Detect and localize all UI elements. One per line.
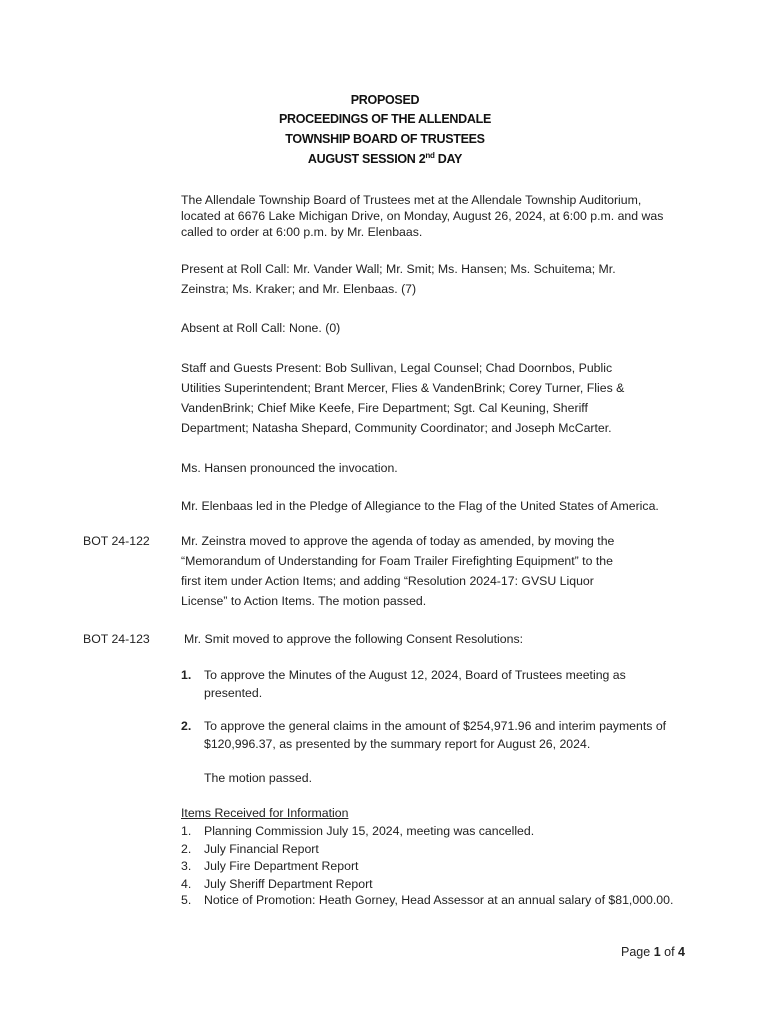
consent-motion-passed: The motion passed.: [204, 771, 313, 785]
bot122-line-4: License” to Action Items. The motion passed.: [181, 594, 427, 608]
bot122-line-3: first item under Action Items; and adding “Resolution 2024-17: GVSU Liquor: [181, 574, 594, 588]
bot123-text: Mr. Smit moved to approve the following Consent Resolutions:: [184, 632, 524, 646]
intro-line-3: called to order at 6:00 p.m. by Mr. Elenbaas.: [181, 225, 423, 239]
info-item-3-number: 3.: [181, 859, 192, 873]
staff-line-4: Department; Natasha Shepard, Community Coordinator; and Joseph McCarter.: [181, 421, 612, 435]
consent-item-1-number: 1.: [181, 668, 192, 682]
info-heading: Items Received for Information: [181, 806, 349, 820]
title-board: TOWNSHIP BOARD OF TRUSTEES: [285, 132, 485, 146]
bot122-line-2: “Memorandum of Understanding for Foam Trailer Firefighting Equipment” to the: [181, 554, 613, 568]
title-proposed: PROPOSED: [350, 93, 420, 107]
bot122-line-1: Mr. Zeinstra moved to approve the agenda of today as amended, by moving the: [181, 534, 615, 548]
staff-line-2: Utilities Superintendent; Brant Mercer, Flies & VandenBrink; Corey Turner, Flies &: [181, 381, 625, 395]
page-total: 4: [678, 945, 685, 959]
pledge-line: Mr. Elenbaas led in the Pledge of Allegiance to the Flag of the United States of America.: [181, 499, 659, 513]
title-session-ordinal: nd: [425, 150, 435, 160]
info-item-2-number: 2.: [181, 842, 192, 856]
info-item-1-number: 1.: [181, 824, 192, 838]
info-item-1-text: Planning Commission July 15, 2024, meeting was cancelled.: [204, 824, 535, 838]
info-item-5-number: 5.: [181, 893, 192, 907]
info-item-4-text: July Sheriff Department Report: [204, 877, 373, 891]
title-session: [0, 150, 770, 169]
invocation-line: Ms. Hansen pronounced the invocation.: [181, 461, 398, 475]
consent-item-1-line-2: presented.: [204, 686, 263, 700]
of-word: of: [664, 945, 675, 959]
absent-line: Absent at Roll Call: None. (0): [181, 321, 341, 335]
motion-label-bot-24-122: BOT 24-122: [83, 534, 150, 548]
consent-item-2-line-1: To approve the general claims in the amount of $254,971.96 and interim payments of: [204, 719, 667, 733]
page-current: 1: [653, 945, 661, 959]
info-item-2-text: July Financial Report: [204, 842, 319, 856]
intro-line-1: The Allendale Township Board of Trustees met at the Allendale Township Auditorium,: [181, 193, 642, 207]
page-number: [621, 943, 685, 961]
page-word: Page: [621, 945, 651, 959]
consent-item-1-line-1: To approve the Minutes of the August 12, 2024, Board of Trustees meeting as: [204, 668, 626, 682]
title-session-day: DAY: [434, 152, 463, 166]
info-item-5-text: Notice of Promotion: Heath Gorney, Head Assessor at an annual salary of $81,000.00.: [204, 893, 674, 907]
present-line-2: Zeinstra; Ms. Kraker; and Mr. Elenbaas. (7): [181, 282, 417, 296]
consent-item-2-number: 2.: [181, 719, 192, 733]
info-item-4-number: 4.: [181, 877, 192, 891]
consent-item-2-line-2: $120,996.37, as presented by the summary report for August 26, 2024.: [204, 737, 591, 751]
intro-line-2: located at 6676 Lake Michigan Drive, on Monday, August 26, 2024, at 6:00 p.m. and was: [181, 209, 664, 223]
motion-label-bot-24-123: BOT 24-123: [83, 632, 150, 646]
title-session-text: AUGUST SESSION 2: [307, 152, 426, 166]
present-line-1: Present at Roll Call: Mr. Vander Wall; Mr. Smit; Ms. Hansen; Ms. Schuitema; Mr.: [181, 262, 616, 276]
staff-line-1: Staff and Guests Present: Bob Sullivan, Legal Counsel; Chad Doornbos, Public: [181, 361, 613, 375]
staff-line-3: VandenBrink; Chief Mike Keefe, Fire Department; Sgt. Cal Keuning, Sheriff: [181, 401, 588, 415]
info-item-3-text: July Fire Department Report: [204, 859, 359, 873]
title-proceedings: PROCEEDINGS OF THE ALLENDALE: [279, 112, 491, 126]
